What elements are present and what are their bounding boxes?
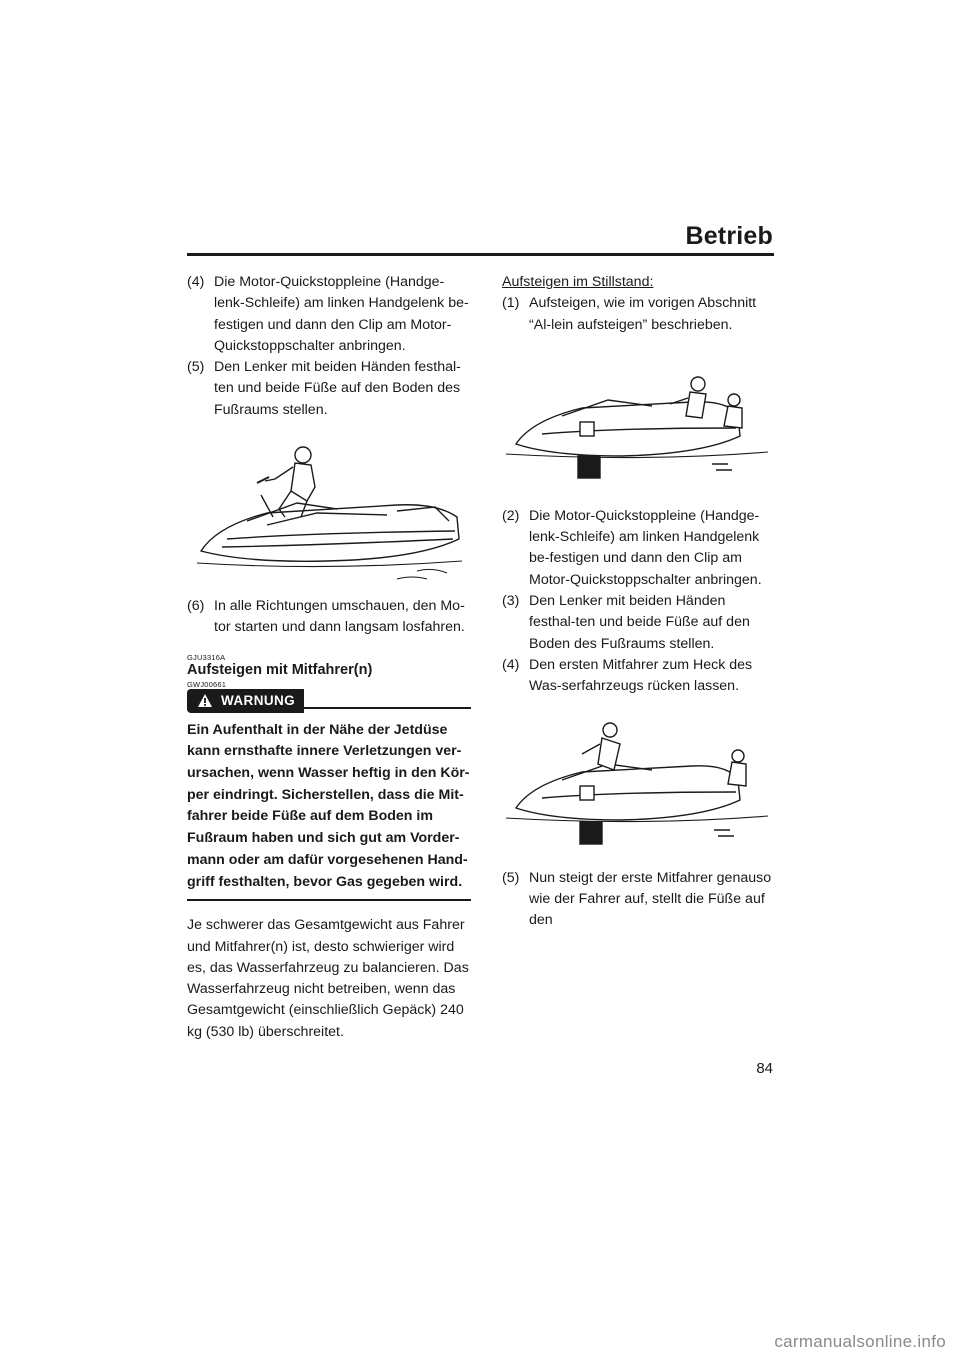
step-number: (1) bbox=[502, 295, 520, 312]
step-item bbox=[502, 293, 774, 336]
section-heading: Aufsteigen mit Mitfahrer(n) bbox=[187, 661, 373, 678]
step-text: Die Motor-Quickstoppleine (Handge-lenk-Schleife) am linken Handgelenk be-festigen und dann den Clip am Motor-Quickstoppschalter anbringen. bbox=[529, 507, 762, 588]
step-item bbox=[502, 506, 774, 591]
step-text: Den ersten Mitfahrer zum Heck des Was-serfahrzeugs rücken lassen. bbox=[529, 656, 753, 695]
step-number: (4) bbox=[502, 656, 520, 673]
jetski-passenger-illustration bbox=[502, 698, 774, 868]
step-item bbox=[187, 596, 471, 639]
step-item bbox=[502, 591, 774, 655]
step-text: Nun steigt der erste Mitfahrer genauso wie der Fahrer auf, stellt die Füße auf den bbox=[529, 869, 772, 929]
step-number: (3) bbox=[502, 593, 520, 610]
section-code: GJU3316A bbox=[187, 652, 226, 662]
warning-triangle-icon bbox=[197, 693, 213, 708]
jetski-boarding-illustration bbox=[502, 336, 774, 506]
body-paragraph: Je schwerer das Gesamtgewicht aus Fahrer und Mitfahrer(n) ist, desto schwieriger wird es, das Wasserfahrzeug zu balancieren. Das Wasserfahrzeug nicht betreiben, wenn das Gesamtgewicht (einschließlich Gepäck) 240 kg (530 lb) überschreitet. bbox=[187, 917, 469, 1040]
step-number: (6) bbox=[187, 598, 205, 615]
subheading: Aufsteigen im Stillstand: bbox=[502, 274, 654, 290]
header-rule bbox=[187, 253, 774, 256]
step-text: Die Motor-Quickstoppleine (Handge-lenk-Schleife) am linken Handgelenk be-festigen und dann den Clip am Motor-Quickstoppschalter anbringen. bbox=[214, 274, 469, 354]
step-text: Den Lenker mit beiden Händen festhal-ten und beide Füße auf den Boden des Fußraums stellen. bbox=[214, 359, 461, 418]
warning-end-rule bbox=[187, 899, 471, 901]
step-item bbox=[502, 868, 774, 932]
step-text: Aufsteigen, wie im vorigen Abschnitt “Al-lein aufsteigen” beschrieben. bbox=[529, 295, 757, 333]
step-item bbox=[187, 272, 471, 357]
warning-text: Ein Aufenthalt in der Nähe der Jetdüse kann ernsthafte innere Verletzungen ver-ursachen, wenn Wasser heftig in den Kör-per eindringt. Sicherstellen, dass die Mit-fahrer beide Füße auf dem Boden im Fußraum haben und sich gut am Vorder-mann oder am dafür vorgesehenen Hand-griff festhalten, bevor Gas gegeben wird. bbox=[187, 721, 470, 890]
warning-badge bbox=[187, 689, 304, 713]
right-column bbox=[502, 272, 774, 931]
step-item bbox=[187, 357, 471, 421]
left-column bbox=[187, 272, 471, 1043]
warning-code: GWJ00661 bbox=[187, 679, 227, 689]
step-number: (5) bbox=[187, 359, 205, 376]
warning-rule bbox=[304, 707, 471, 709]
warning-banner bbox=[187, 689, 471, 713]
warning-label: WARNUNG bbox=[221, 693, 296, 709]
jetski-rider-illustration bbox=[187, 421, 471, 596]
page-title: Betrieb bbox=[685, 222, 773, 250]
step-number: (5) bbox=[502, 869, 520, 886]
page-number: 84 bbox=[756, 1060, 773, 1077]
step-number: (2) bbox=[502, 507, 520, 524]
watermark: carmanualsonline.info bbox=[774, 1332, 946, 1351]
step-item bbox=[502, 655, 774, 698]
step-text: In alle Richtungen umschauen, den Mo-tor starten und dann langsam losfahren. bbox=[214, 598, 465, 636]
step-text: Den Lenker mit beiden Händen festhal-ten und beide Füße auf den Boden des Fußraums stellen. bbox=[529, 593, 750, 652]
step-number: (4) bbox=[187, 274, 205, 290]
